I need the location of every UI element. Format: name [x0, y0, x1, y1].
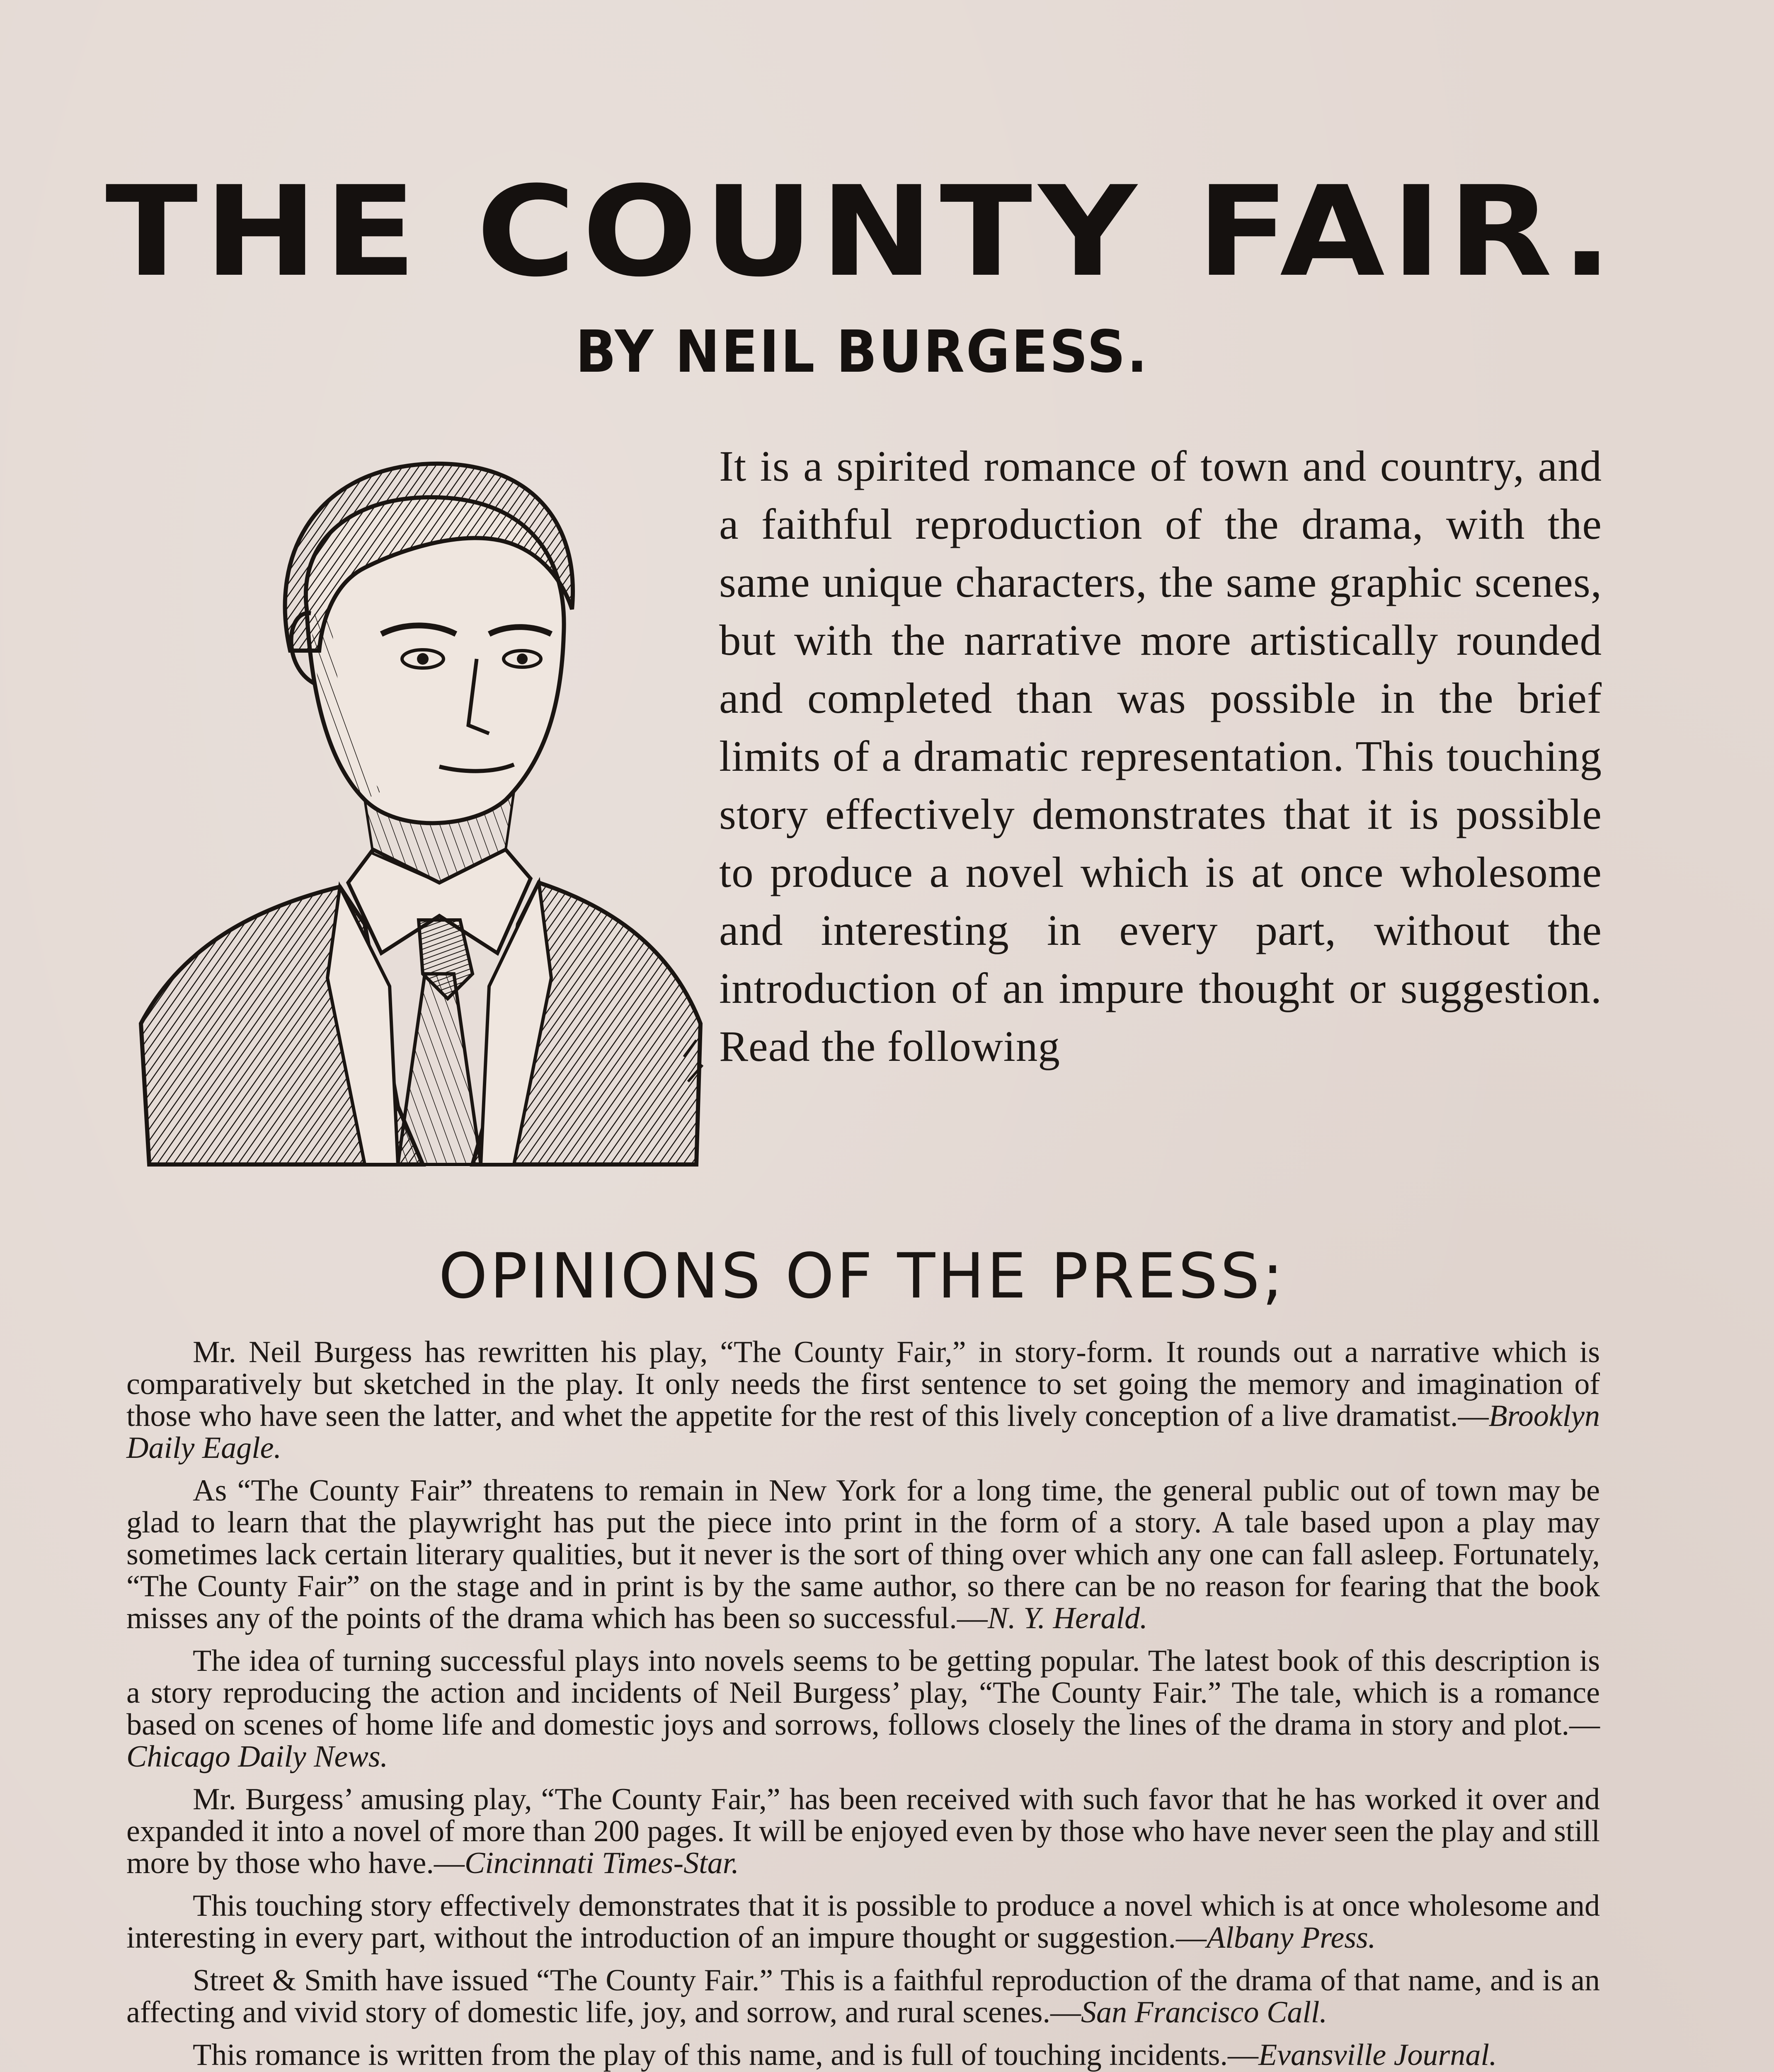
author-portrait-illustration [133, 435, 713, 1181]
page-title: THE COUNTY FAIR. [105, 160, 1619, 304]
review-text: This touching story effectively demonstrates that it is possible to produce a novel which is at once wholesome and interesting in every part, without the introduction of an impure thought or suggestion.— [126, 1889, 1600, 1955]
intro-paragraph: It is a spirited romance of town and country, and a faithful reproduction of the drama, with the same unique characters, the same graphic scenes, but with the narrative more artistically rounded and completed than was possible in the brief limits of a dramatic representation. This touching story effectively demonstrates that it is possible to produce a novel which is at once wholesome and interesting in every part, without the introduction of an impure thought or suggestion. Read the following [719, 442, 1602, 1070]
review-text: Mr. Neil Burgess has rewritten his play, “The County Fair,” in story-form. It rounds out a narrative which is comparatively but sketched in the play. It only needs the first sentence to set going the memory and imagination of those who have seen the latter, and whet the appetite for the rest of this lively conception of a live dramatist.— [126, 1335, 1600, 1433]
review-source: N. Y. Herald. [987, 1601, 1148, 1635]
review-source: San Francisco Call. [1081, 1995, 1327, 2029]
review-text: As “The County Fair” threatens to remain in New York for a long time, the general public out of town may be glad to learn that the playwright has put the piece into print in the form of a story. A tale based upon a play may sometimes lack certain literary qualities, but it never is the sort of thing over which any one can fall asleep. Fortunately, “The County Fair” on the stage and in print is by the same author, so there can be no reason for fearing that the book misses any of the points of the drama which has been so successful.— [126, 1474, 1600, 1635]
review-source: Cincinnati Times-Star. [464, 1846, 739, 1880]
review-source: Evansville Journal. [1258, 2038, 1497, 2072]
review-text: Street & Smith have issued “The County Fair.” This is a faithful reproduction of the drama of that name, and is an affecting and vivid story of domestic life, joy, and sorrow, and rural scenes.— [126, 1963, 1600, 2029]
author-byline: BY NEIL BURGESS. [575, 318, 1149, 386]
review-text: This romance is written from the play of this name, and is full of touching incidents.— [193, 2038, 1258, 2072]
review-source: Brooklyn Daily Eagle. [126, 1399, 1600, 1465]
press-review [126, 1336, 1600, 1464]
press-review [126, 1645, 1600, 1773]
review-source: Albany Press. [1206, 1921, 1376, 1955]
press-opinions-heading: OPINIONS OF THE PRESS; [439, 1240, 1286, 1312]
review-source: Chicago Daily News. [126, 1740, 388, 1774]
press-review [126, 1890, 1600, 1954]
press-review [126, 1965, 1600, 2028]
review-text: The idea of turning successful plays into novels seems to be getting popular. The latest book of this description is a story reproducing the action and incidents of Neil Burgess’ play, “The County Fair.” The tale, which is a romance based on scenes of home life and domestic joys and sorrows, follows closely the lines of the drama in story and plot.— [126, 1644, 1600, 1742]
press-review [126, 1475, 1600, 1634]
press-review [126, 2039, 1600, 2071]
review-text: Mr. Burgess’ amusing play, “The County Fair,” has been received with such favor that he has worked it over and expanded it into a novel of more than 200 pages. It will be enjoyed even by those who have never seen the play and still more by those who have.— [126, 1782, 1600, 1880]
press-review [126, 1784, 1600, 1879]
press-reviews-list [126, 1336, 1600, 2072]
